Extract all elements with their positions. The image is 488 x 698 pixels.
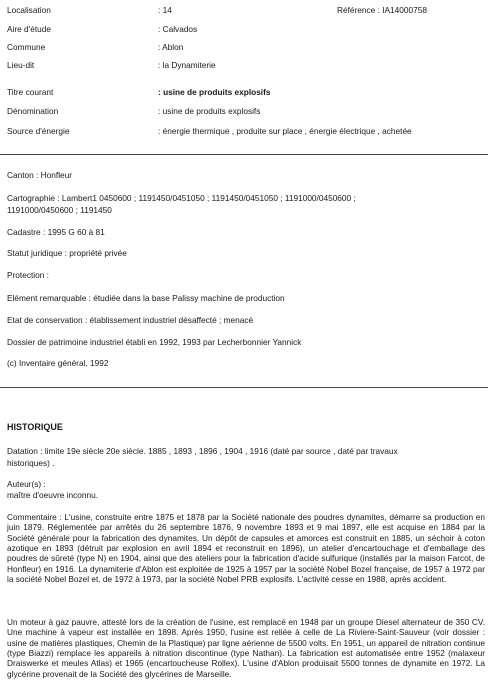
titre-value: : usine de produits explosifs bbox=[158, 87, 271, 97]
separator-bottom bbox=[0, 387, 488, 388]
historique-heading: HISTORIQUE bbox=[7, 422, 63, 432]
datation-line-2: historiques) . bbox=[7, 458, 55, 468]
aire-label: Aire d'étude bbox=[7, 24, 52, 34]
lieudit-label: Lieu-dit bbox=[7, 60, 35, 70]
titre-label: Titre courant bbox=[7, 87, 54, 97]
commune-value: : Ablon bbox=[158, 42, 184, 52]
statut-juridique: Statut juridique : propriété privée bbox=[7, 248, 127, 258]
lieudit-value: : la Dynamiterie bbox=[158, 60, 216, 70]
auteurs-value: maître d'oeuvre inconnu. bbox=[7, 490, 99, 500]
auteurs-label: Auteur(s) : bbox=[7, 479, 46, 489]
localisation-value: : 14 bbox=[158, 5, 172, 15]
denomination-label: Dénomination bbox=[7, 106, 59, 116]
reference: Référence : IA14000758 bbox=[337, 5, 427, 15]
separator-top bbox=[0, 154, 488, 155]
element-remarquable: Elément remarquable : étudiée dans la base Palissy machine de production bbox=[7, 293, 285, 303]
denomination-value: : usine de produits explosifs bbox=[158, 106, 261, 116]
commune-label: Commune bbox=[7, 42, 46, 52]
etat-conservation: Etat de conservation : établissement industriel désaffecté ; menacé bbox=[7, 315, 254, 325]
dossier: Dossier de patrimoine industriel établi en 1992, 1993 par Lecherbonnier Yannick bbox=[7, 337, 302, 347]
cadastre: Cadastre : 1995 G 60 à 81 bbox=[7, 227, 105, 237]
commentaire-paragraph-1: Commentaire : L'usine, construite entre 1875 et 1878 par la Société nationale des poudres dynamites, démarre sa production en juin 1879. Réglementée par arrêtés du 26 septembre 1876, 9 novembre 1893 et 9 mai 1897, elle est acquise en 1884 par la Société générale pour la fabrication des dynamites. Un dépôt de capsules et amorces est construit en 1885, un séchoir à coton azotique en 1893 (détruit par explosion en avril 1894 et reconstruit en 1896), un atelier d'encartouchage et d'emballage des poudres de sûreté (type N) en 1904, ainsi que des ateliers pour la fabrication d'acide sulfurique (installés par la maison Farcot, de Honfleur) en 1916. La dynamiterie d'Ablon est exploitée de 1925 à 1957 par la société Nobel Bozel française, de 1957 à 1972 par la société Nobel Bozel et. de 1972 à 1973, par la société Nobel PRB explosifs. L'activité cesse en 1988, après accident. bbox=[7, 512, 485, 585]
cartographie-line-2: 1191000/0450600 ; 1191450 bbox=[7, 205, 112, 215]
canton: Canton : Honfleur bbox=[7, 170, 73, 180]
datation-line-1: Datation : limite 19e siècle 20e siècle. 1885 , 1893 , 1896 , 1904 , 1916 (daté par source , daté par travaux bbox=[7, 446, 398, 456]
copyright: (c) Inventaire général, 1992 bbox=[7, 358, 109, 368]
protection: Protection : bbox=[7, 270, 49, 280]
localisation-label: Localisation bbox=[7, 5, 51, 15]
source-value: : énergie thermique , produite sur place , énergie électrique , achetée bbox=[158, 126, 412, 136]
aire-value: : Calvados bbox=[158, 24, 198, 34]
source-label: Source d'énergie bbox=[7, 126, 70, 136]
cartographie-line-1: Cartographie : Lambert1 0450600 ; 1191450/0451050 ; 1191450/0451050 ; 1191000/0450600 ; bbox=[7, 193, 356, 203]
commentaire-paragraph-2: Un moteur à gaz pauvre, attesté lors de la création de l'usine, est remplacé en 1948 par un groupe Diesel alternateur de 350 CV. Une machine à vapeur est installée en 1898. Après 1950, l'usine est reliée à celle de La Riviere-Saint-Sauveur (voir dossier : usine de matières plastiques, Chemin de la Plastique) par ligne aérienne de 5500 volts. En 1951, un appareil de nitration continue (type Biazzi) remplace les appareils à nitration discontinue (type Nathan). La fabrication est automatisée entre 1952 (malaxeur Draiswerke et meules Atlas) et 1965 (encartoucheuse Rollex). L'usine d'Ablon produisait 5500 tonnes de dynamite en 1972. La glycérine provenait de la Société des glycérines de Marseille. bbox=[7, 617, 485, 679]
